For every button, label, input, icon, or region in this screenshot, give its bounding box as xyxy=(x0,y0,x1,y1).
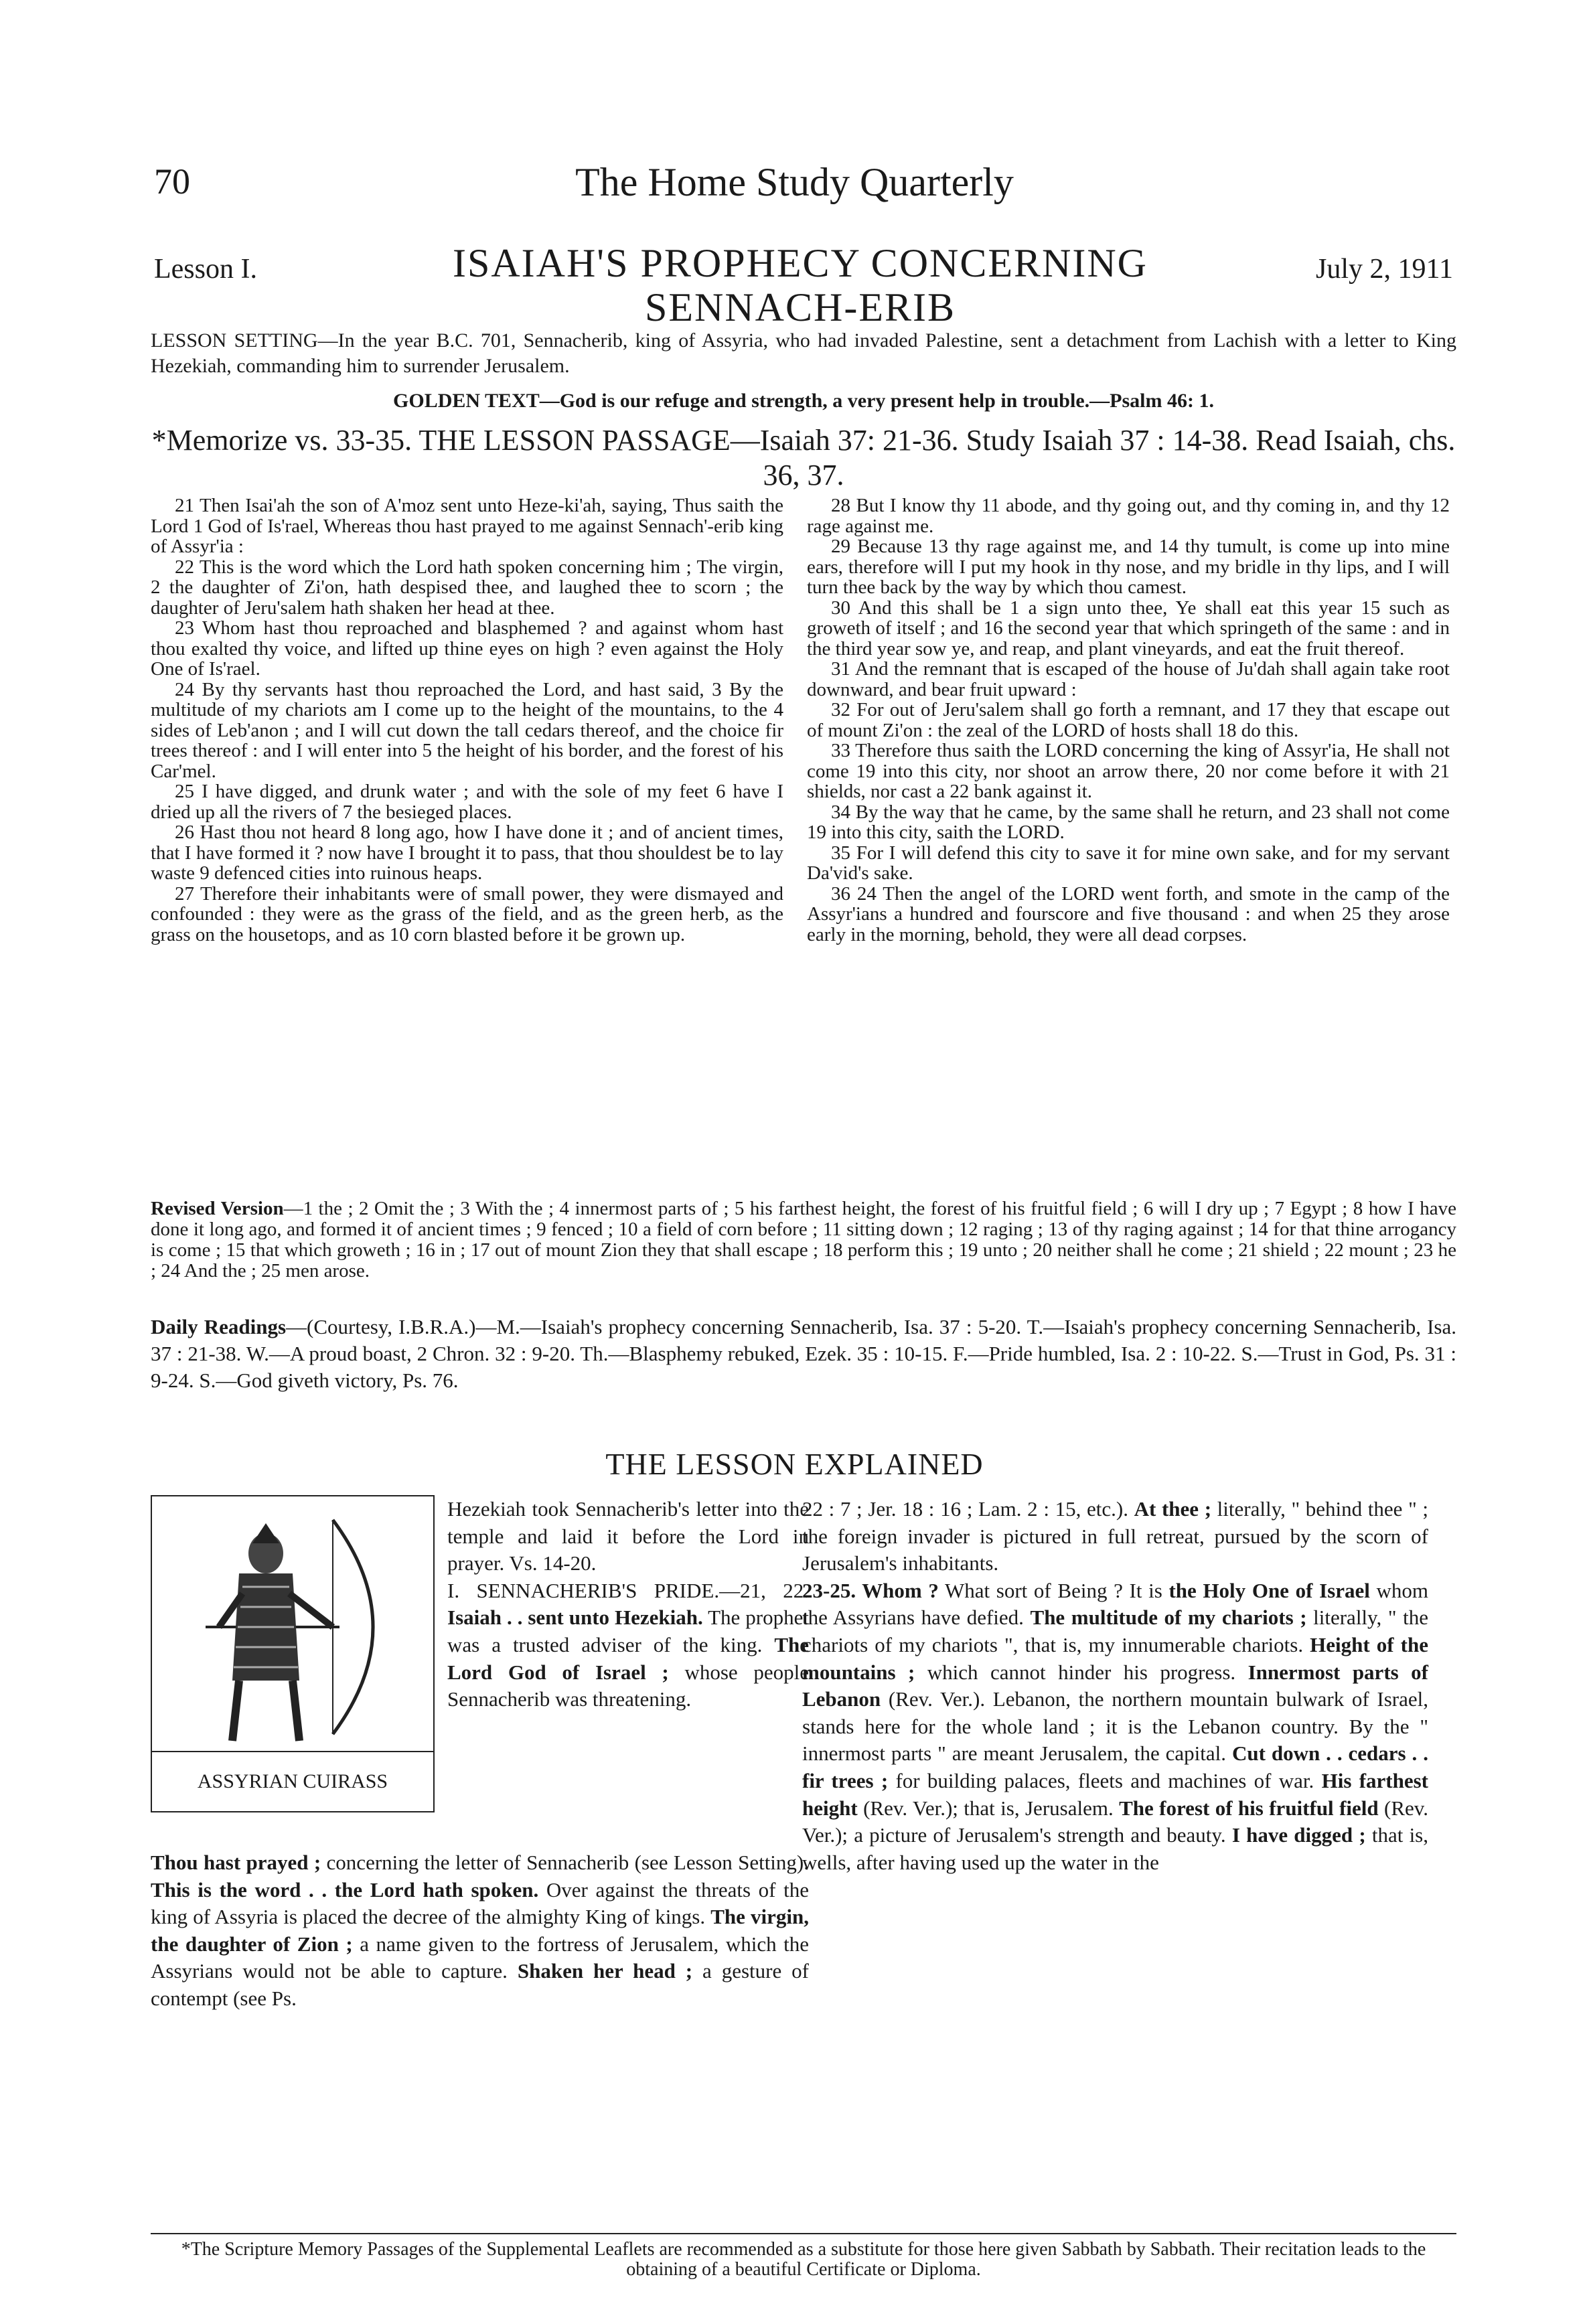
explained-text: literally, " the chariots of my chariots ", that is, my innumerable chariots. xyxy=(802,1606,1428,1656)
explained-term: I have digged ; xyxy=(1231,1823,1366,1847)
verse: 33 Therefore thus saith the LORD concerning the king of Assyr'ia, He shall not come 19 into this city, nor shoot an arrow there, 20 nor come before it with 21 shields, nor cast a 22 bank against it. xyxy=(807,740,1450,802)
explained-column-b xyxy=(151,1849,809,2013)
passage-right-column xyxy=(807,495,1450,945)
explained-term: Thou hast prayed ; xyxy=(151,1851,321,1874)
verse: 23 Whom hast thou reproached and blasphemed ? and against whom hast thou exalted thy voice, and lifted up thine eyes on high ? even against the Holy One of Is'rael. xyxy=(151,617,783,680)
lesson-label: Lesson I. xyxy=(154,254,257,285)
verse: 29 Because 13 thy rage against me, and 14 thy tumult, is come up into mine ears, therefore will I put my hook in thy nose, and my bridle in thy lips, and I will turn thee back by the way by which thou camest. xyxy=(807,536,1450,598)
assyrian-archer-illustration xyxy=(165,1506,420,1748)
lesson-explained-heading: THE LESSON EXPLAINED xyxy=(605,1447,984,1481)
running-title: The Home Study Quarterly xyxy=(575,160,1014,204)
section-heading: I. SENNACHERIB'S PRIDE.—21, 22. xyxy=(447,1578,809,1602)
verse: 35 For I will defend this city to save it for mine own sake, and for my servant Da'vid's sake. xyxy=(807,842,1450,884)
daily-readings-label: Daily Readings xyxy=(151,1315,287,1338)
footnote: *The Scripture Memory Passages of the Supplemental Leaflets are recommended as a substitute for those here given Sabbath by Sabbath. Their recitation leads to the obtaining of a beautiful Certificate or Diploma. xyxy=(181,2239,1426,2280)
explained-term: This is the word . . the Lord hath spoken. xyxy=(151,1877,539,1902)
figure-box xyxy=(151,1495,435,1812)
explained-column-a xyxy=(447,1496,809,1713)
verse: 28 But I know thy 11 abode, and thy going out, and thy coming in, and thy 12 rage against me. xyxy=(807,495,1450,537)
explained-term: Height of the mountains ; xyxy=(802,1632,1428,1684)
explained-term: The Lord God of Israel ; xyxy=(447,1632,809,1684)
explained-column-c xyxy=(802,1496,1428,1876)
verse: 36 24 Then the angel of the LORD went forth, and smote in the camp of the Assyr'ians a hundred and fourscore and five thousand : and when 25 they arose early in the morning, behold, they were all dead corpses. xyxy=(807,882,1450,945)
explained-text: The prophet was a trusted adviser of the king. xyxy=(447,1606,809,1656)
explained-text: for building palaces, fleets and machines of war. xyxy=(888,1768,1322,1792)
lesson-passage-heading: *Memorize vs. 33-35. THE LESSON PASSAGE—Isaiah 37: 21-36. Study Isaiah 37 : 14-38. Read Isaiah, chs. 36, 37. xyxy=(151,424,1456,491)
explained-text: a name given to the fortress of Jerusalem, which the Assyrians would not be able to capture. xyxy=(151,1932,809,1983)
golden-text: GOLDEN TEXT—God is our refuge and strength, a very present help in trouble.—Psalm 46: 1. xyxy=(393,390,1214,412)
explained-text: which cannot hinder his progress. xyxy=(915,1660,1248,1684)
explained-text: What sort of Being ? It is xyxy=(938,1578,1169,1602)
explained-term: the Holy One of Israel xyxy=(1168,1578,1370,1602)
page-number: 70 xyxy=(154,161,190,202)
explained-term: The forest of his fruitful field xyxy=(1119,1796,1379,1820)
verse: 34 By the way that he came, by the same shall he return, and 23 shall not come 19 into this city, saith the LORD. xyxy=(807,801,1450,843)
passage-left-column xyxy=(151,495,783,945)
explained-term: Shaken her head ; xyxy=(517,1959,693,1983)
explained-text: concerning the letter of Sennacherib (see Lesson Setting). xyxy=(321,1851,809,1874)
explained-text: (Rev. Ver.); a picture of Jerusalem's strength and beauty. xyxy=(802,1796,1429,1847)
verse: 31 And the remnant that is escaped of the house of Ju'dah shall again take root downward, and bear fruit upward : xyxy=(807,658,1450,700)
figure-caption: ASSYRIAN CUIRASS xyxy=(152,1751,433,1811)
explained-text: (Rev. Ver.); that is, Jerusalem. xyxy=(857,1796,1120,1820)
explained-term: Isaiah . . sent unto Hezekiah. xyxy=(447,1606,703,1630)
explained-text: literally, " behind thee " ; the foreign invader is pictured in full retreat, pursued by the scorn of Jerusalem's inhabitants. xyxy=(802,1497,1428,1575)
explained-text: whose people Sennacherib was threatening. xyxy=(447,1660,809,1711)
daily-readings xyxy=(151,1314,1456,1394)
explained-term: Cut down . . cedars . . fir trees ; xyxy=(802,1741,1428,1792)
verse: 32 For out of Jeru'salem shall go forth a remnant, and 17 they that escape out of mount Zi'on : the zeal of the LORD of hosts shall 18 do this. xyxy=(807,699,1450,741)
explained-text: that is, wells, after having used up the water in the xyxy=(802,1823,1428,1874)
explained-term: The virgin, the daughter of Zion ; xyxy=(151,1905,809,1956)
verse: 27 Therefore their inhabitants were of small power, they were dismayed and confounded : they were as the grass of the field, and as the green herb, as the grass on the housetops, and as 10 corn blasted before it be grown up. xyxy=(151,882,783,945)
explained-term: Innermost parts of Lebanon xyxy=(802,1660,1428,1711)
revised-version-text: —1 the ; 2 Omit the ; 3 With the ; 4 innermost parts of ; 5 his farthest height, the forest of his fruitful field ; 6 will I dry up ; 7 Egypt ; 8 how I have done it long ago, and formed it of ancient times ; 9 fenced ; 10 a field of corn before ; 11 sitting down ; 12 raging ; 13 of thy raging against ; 14 for that thine arrogancy is come ; 15 that which groweth ; 16 in ; 17 out of mount Zion they that shall escape ; 18 perform this ; 19 unto ; 20 neither shall he come ; 21 shield ; 22 mount ; 23 he ; 24 And the ; 25 men arose. xyxy=(151,1198,1456,1282)
lesson-title: ISAIAH'S PROPHECY CONCERNING SENNACH-ERIB xyxy=(452,241,1148,329)
explained-text: whom the Assyrians have defied. xyxy=(802,1578,1428,1630)
explained-text: a gesture of contempt (see Ps. xyxy=(151,1959,809,2010)
lesson-date: July 2, 1911 xyxy=(1316,254,1453,285)
explained-text: Over against the threats of the king of Assyria is placed the decree of the almighty King of kings. xyxy=(151,1877,809,1929)
footnote-divider xyxy=(151,2233,1456,2234)
explained-term: His farthest height xyxy=(802,1768,1428,1820)
verse: 22 This is the word which the Lord hath spoken concerning him ; The virgin, 2 the daughter of Zi'on, hath despised thee, and laughed thee to scorn ; the daughter of Jeru'salem hath shaken her head at thee. xyxy=(151,556,783,619)
revised-version-label: Revised Version xyxy=(151,1198,284,1219)
explained-term: 23-25. Whom ? xyxy=(802,1578,939,1602)
revised-version-notes xyxy=(151,1198,1456,1282)
explained-text: (Rev. Ver.). Lebanon, the northern mountain bulwark of Israel, stands here for the whole land ; it is the Lebanon country. By the " innermost parts " are meant Jerusalem, the capital. xyxy=(802,1687,1428,1766)
daily-readings-text: —(Courtesy, I.B.R.A.)—M.—Isaiah's prophecy concerning Sennacherib, Isa. 37 : 5-20. T.—Isaiah's prophecy concerning Sennacherib, Isa. 37 : 21-38. W.—A proud boast, 2 Chron. 32 : 9-20. Th.—Blasphemy rebuked, Ezek. 35 : 10-15. F.—Pride humbled, Isa. 2 : 10-22. S.—Trust in God, Ps. 31 : 9-24. S.—God giveth victory, Ps. 76. xyxy=(151,1315,1456,1392)
lesson-setting: LESSON SETTING—In the year B.C. 701, Sennacherib, king of Assyria, who had invaded Palestine, sent a detachment from Lachish with a letter to King Hezekiah, commanding him to surrender Jerusalem. xyxy=(151,329,1456,377)
explained-term: The multitude of my chariots ; xyxy=(1030,1606,1307,1630)
verse: 25 I have digged, and drunk water ; and with the sole of my feet 6 have I dried up all the rivers of 7 the besieged places. xyxy=(151,781,783,823)
verse: 24 By thy servants hast thou reproached the Lord, and hast said, 3 By the multitude of my chariots am I come up to the height of the mountains, to the 4 sides of Leb'anon ; and I will cut down the tall cedars thereof, and the choice fir trees thereof : and I will enter into 5 the height of his border, and the forest of his Car'mel. xyxy=(151,678,783,782)
intro-text: Hezekiah took Sennacherib's letter into the temple and laid it before the Lord in prayer. Vs. 14-20. xyxy=(447,1497,809,1575)
explained-term: At thee ; xyxy=(1134,1497,1212,1521)
verse: 30 And this shall be 1 a sign unto thee, Ye shall eat this year 15 such as groweth of itself ; and 16 the second year that which springeth of the same : and in the third year sow ye, and reap, and plant vineyards, and eat the fruit thereof. xyxy=(807,597,1450,660)
verse: 26 Hast thou not heard 8 long ago, how I have done it ; and of ancient times, that I have formed it ? now have I brought it to pass, that thou shouldest be to lay waste 9 defenced cities into ruinous heaps. xyxy=(151,822,783,884)
verse: 21 Then Isai'ah the son of A'moz sent unto Heze-ki'ah, saying, Thus saith the Lord 1 God of Is'rael, Whereas thou hast prayed to me against Sennach'-erib king of Assyr'ia : xyxy=(151,495,783,557)
explained-text: 22 : 7 ; Jer. 18 : 16 ; Lam. 2 : 15, etc.). xyxy=(802,1497,1134,1521)
lesson-title-line xyxy=(154,241,1453,328)
